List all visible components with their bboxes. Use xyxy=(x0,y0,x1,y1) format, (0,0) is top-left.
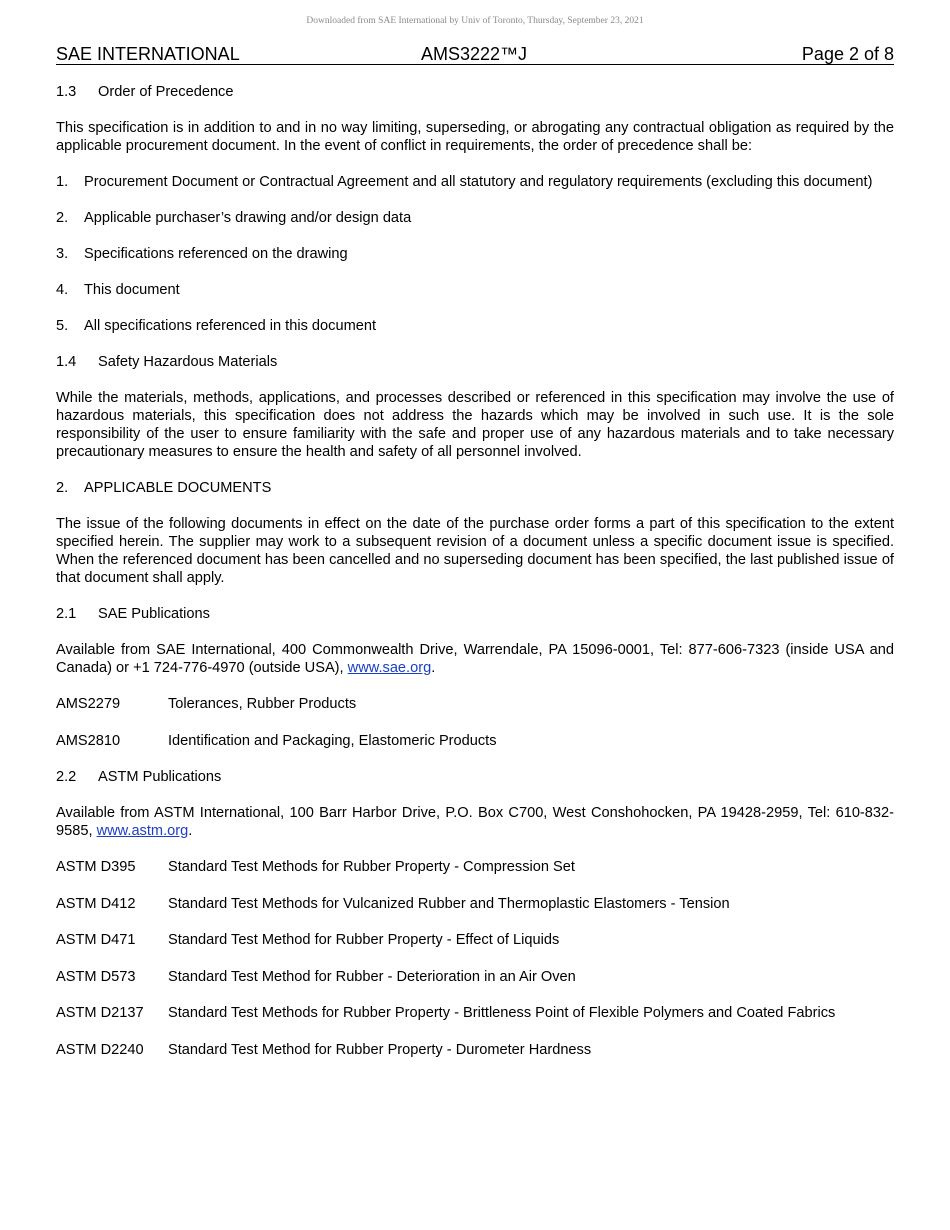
section-2-1-paragraph: Available from SAE International, 400 Commonwealth Drive, Warrendale, PA 15096-0001, Tel: 877-606-7323 (inside USA and Canada) or +1 724-776-4970 (outside USA), www.sae.org. xyxy=(56,642,894,676)
section-2-2-paragraph: Available from ASTM International, 100 Barr Harbor Drive, P.O. Box C700, West Conshohocken, PA 19428-2959, Tel: 610-832-9585, www.astm.org. xyxy=(56,805,894,839)
section-1-4-paragraph: While the materials, methods, applications, and processes described or referenced in this specification may involve the use of hazardous materials, this specification does not address the hazards which may be involved in such use. It is the sole responsibility of the user to ensure familiarity with the safe and proper use of any hazardous materials and to take necessary precautionary measures to ensure the health and safety of all personnel involved. xyxy=(56,390,894,460)
reference-doc-row: ASTM D395 Standard Test Methods for Rubber Property - Compression Set xyxy=(56,859,575,875)
sae-website-link[interactable]: www.sae.org xyxy=(347,660,432,676)
section-1-3-heading: 1.3 Order of Precedence xyxy=(56,84,234,100)
precedence-item: 3. Specifications referenced on the drawing xyxy=(56,246,348,262)
section-2-paragraph: The issue of the following documents in effect on the date of the purchase order forms a part of this specification to the extent specified herein. The supplier may work to a subsequent revision of a document unless a specific document issue is specified. When the referenced document has been cancelled and no superseding document has been specified, the last published issue of that document shall apply. xyxy=(56,516,894,586)
download-notice: Downloaded from SAE International by Univ of Toronto, Thursday, September 23, 2021 xyxy=(306,16,644,26)
reference-doc-row: ASTM D412 Standard Test Methods for Vulcanized Rubber and Thermoplastic Elastomers - Tension xyxy=(56,895,730,912)
header-page-number: Page 2 of 8 xyxy=(801,44,894,64)
header-doc-id: AMS3222™J xyxy=(421,44,528,64)
page-header xyxy=(56,44,894,65)
astm-website-link[interactable]: www.astm.org xyxy=(96,823,189,839)
header-org: SAE INTERNATIONAL xyxy=(56,44,240,64)
reference-doc-row: ASTM D471 Standard Test Method for Rubber Property - Effect of Liquids xyxy=(56,932,560,948)
section-1-3-paragraph: This specification is in addition to and in no way limiting, superseding, or abrogating any contractual obligation as required by the applicable procurement document. In the event of conflict in requirements, the order of precedence shall be: xyxy=(56,120,894,154)
reference-doc-row: AMS2810 Identification and Packaging, Elastomeric Products xyxy=(56,732,497,749)
precedence-item: 4. This document xyxy=(56,282,180,298)
reference-doc-row: ASTM D2137 Standard Test Methods for Rubber Property - Brittleness Point of Flexible Polymers and Coated Fabrics xyxy=(56,1005,836,1021)
section-2-1-heading: 2.1 SAE Publications xyxy=(56,606,210,622)
section-2-heading: 2. APPLICABLE DOCUMENTS xyxy=(56,480,272,496)
reference-doc-row: AMS2279 Tolerances, Rubber Products xyxy=(56,696,357,712)
precedence-item: 2. Applicable purchaser’s drawing and/or design data xyxy=(56,210,412,226)
section-2-2-heading: 2.2 ASTM Publications xyxy=(56,769,222,785)
precedence-item: 5. All specifications referenced in this document xyxy=(56,318,377,334)
section-1-4-heading: 1.4 Safety Hazardous Materials xyxy=(56,354,278,370)
reference-doc-row: ASTM D2240 Standard Test Method for Rubber Property - Durometer Hardness xyxy=(56,1041,592,1058)
document-body xyxy=(56,83,894,1077)
precedence-item: 1. Procurement Document or Contractual Agreement and all statutory and regulatory requirements (excluding this document) xyxy=(56,174,873,190)
reference-doc-row: ASTM D573 Standard Test Method for Rubber - Deterioration in an Air Oven xyxy=(56,968,576,985)
